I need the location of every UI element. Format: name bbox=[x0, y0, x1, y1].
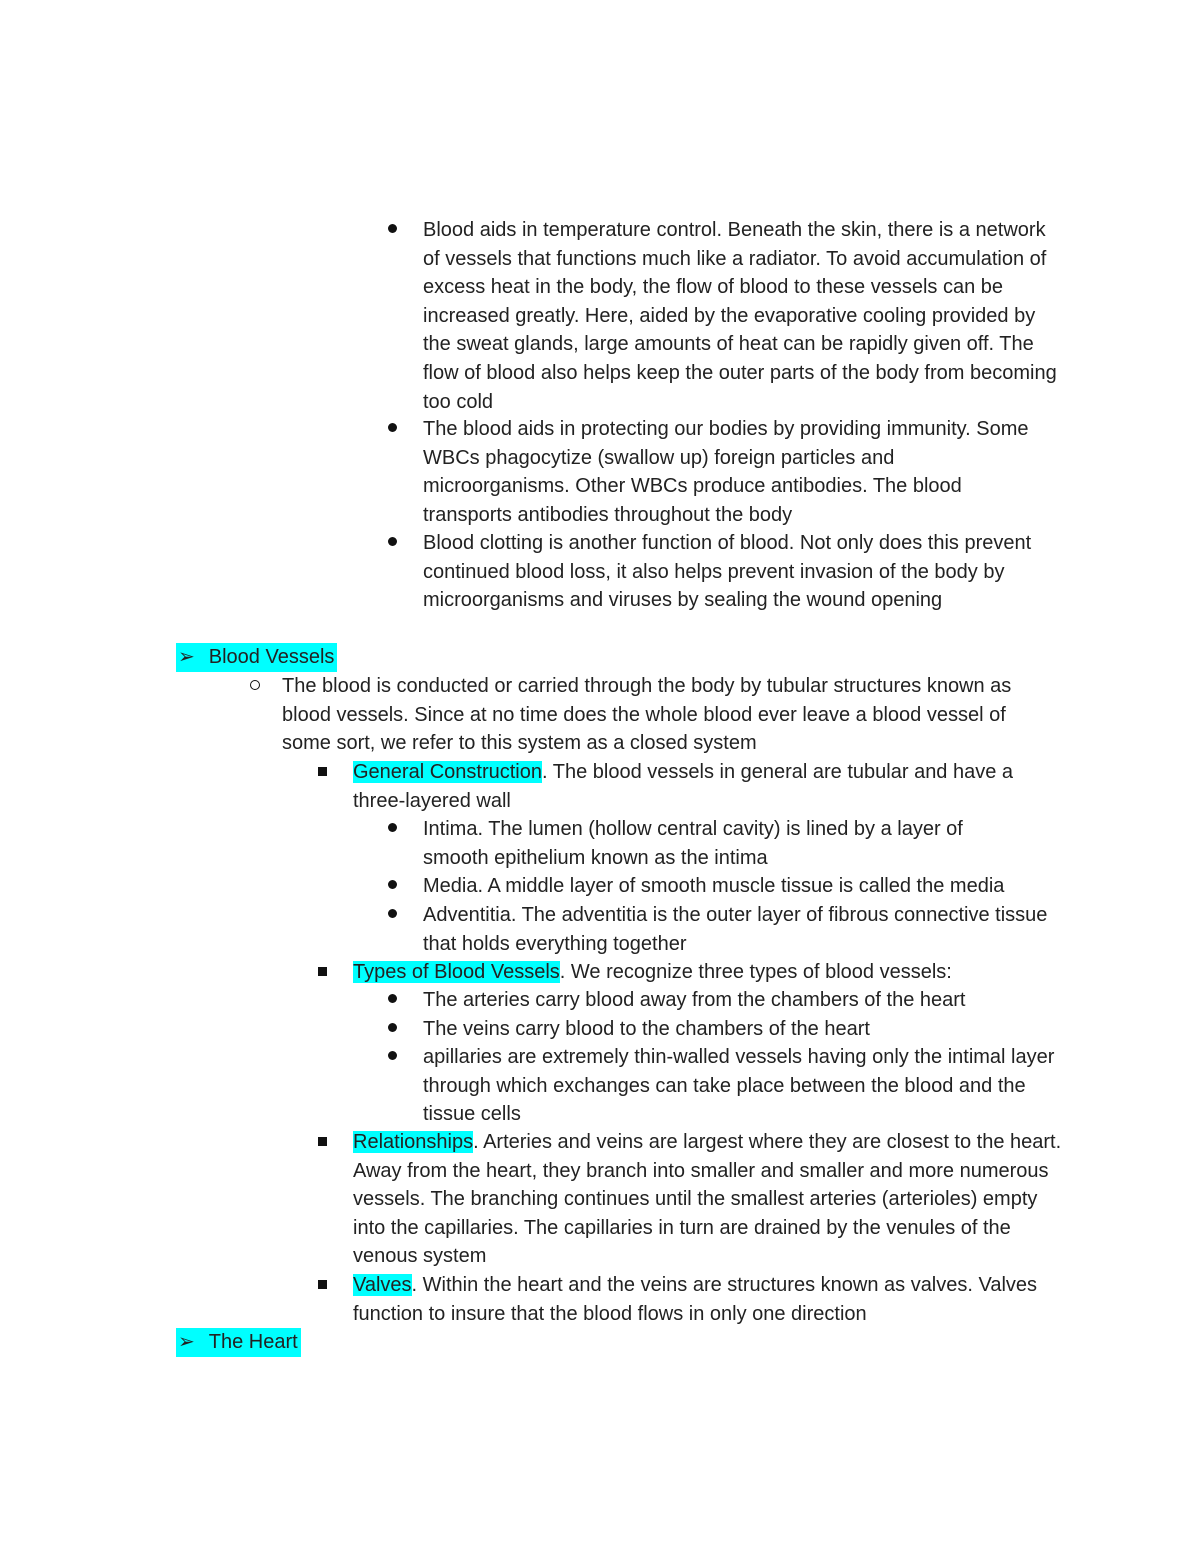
list-item-text: The blood is conducted or carried through the body by tubular structures known as blood vessels. Since at no time does the whole blood ever leave a blood vessel of some sort, we refer to this system as a closed system bbox=[282, 675, 1012, 755]
term-description: . The blood vessels in general are tubular and have a three-layered wall bbox=[353, 761, 1014, 812]
bullet-dot-icon bbox=[388, 872, 397, 901]
list-item-text: Media. A middle layer of smooth muscle tissue is called the media bbox=[423, 875, 1005, 897]
list-item-text: The veins carry blood to the chambers of the heart bbox=[423, 1018, 870, 1040]
bullet-circle-icon bbox=[250, 672, 260, 701]
bullet-square-icon bbox=[318, 758, 327, 787]
bullet-dot-icon bbox=[388, 815, 397, 844]
bullet-square-icon bbox=[318, 1271, 327, 1300]
section-heading-blood-vessels bbox=[176, 643, 337, 672]
list-item-text bbox=[353, 758, 1063, 815]
bullet-dot-icon bbox=[388, 1043, 397, 1072]
bullet-dot-icon bbox=[388, 986, 397, 1015]
list-item-text: The blood aids in protecting our bodies by providing immunity. Some WBCs phagocytize (swallow up) foreign particles and microorganisms. Other WBCs produce antibodies. The blood transports antibodies throughout the body bbox=[423, 418, 1029, 526]
highlighted-term: General Construction bbox=[353, 761, 542, 783]
highlighted-term: Types of Blood Vessels bbox=[353, 961, 560, 983]
list-item-text bbox=[353, 958, 1063, 987]
term-description: . Arteries and veins are largest where they are closest to the heart. Away from the heart, they branch into smaller and smaller and more numerous vessels. The branching continues until the smallest arteries (arterioles) empty into the capillaries. The capillaries in turn are drained by the venules of the venous system bbox=[353, 1131, 1062, 1268]
term-description: . We recognize three types of blood vessels: bbox=[559, 961, 952, 983]
list-item-text: Blood clotting is another function of blood. Not only does this prevent continued blood loss, it also helps prevent invasion of the body by microorganisms and viruses by sealing the wound opening bbox=[423, 532, 1032, 612]
term-description: . Within the heart and the veins are structures known as valves. Valves function to insure that the blood flows in only one direction bbox=[353, 1274, 1038, 1325]
list-item-text: apillaries are extremely thin-walled vessels having only the intimal layer through which exchanges can take place between the blood and the tissue cells bbox=[423, 1046, 1055, 1126]
heading-text: Blood Vessels bbox=[208, 646, 335, 668]
bullet-dot-icon bbox=[388, 901, 397, 930]
list-item-text: The arteries carry blood away from the chambers of the heart bbox=[423, 989, 966, 1011]
section-heading-the-heart bbox=[176, 1328, 301, 1357]
bullet-dot-icon bbox=[388, 216, 397, 245]
bullet-dot-icon bbox=[388, 529, 397, 558]
arrow-bullet-icon: ➢ bbox=[178, 1331, 195, 1353]
list-item-text: Adventitia. The adventitia is the outer layer of fibrous connective tissue that holds everything together bbox=[423, 904, 1048, 955]
list-item-text: Blood aids in temperature control. Beneath the skin, there is a network of vessels that functions much like a radiator. To avoid accumulation of excess heat in the body, the flow of blood to these vessels can be increased greatly. Here, aided by the evaporative cooling provided by the sweat glands, large amounts of heat can be rapidly given off. The flow of blood also helps keep the outer parts of the body from becoming too cold bbox=[423, 219, 1057, 413]
arrow-bullet-icon: ➢ bbox=[178, 646, 195, 668]
list-item-text bbox=[353, 1128, 1063, 1271]
heading-text: The Heart bbox=[208, 1331, 298, 1353]
list-item-text: Intima. The lumen (hollow central cavity) is lined by a layer of smooth epithelium known as the intima bbox=[423, 818, 963, 869]
bullet-dot-icon bbox=[388, 1015, 397, 1044]
bullet-dot-icon bbox=[388, 415, 397, 444]
bullet-square-icon bbox=[318, 1128, 327, 1157]
list-item-text bbox=[353, 1271, 1043, 1328]
bullet-square-icon bbox=[318, 958, 327, 987]
highlighted-term: Valves bbox=[353, 1274, 412, 1296]
highlighted-term: Relationships bbox=[353, 1131, 474, 1153]
